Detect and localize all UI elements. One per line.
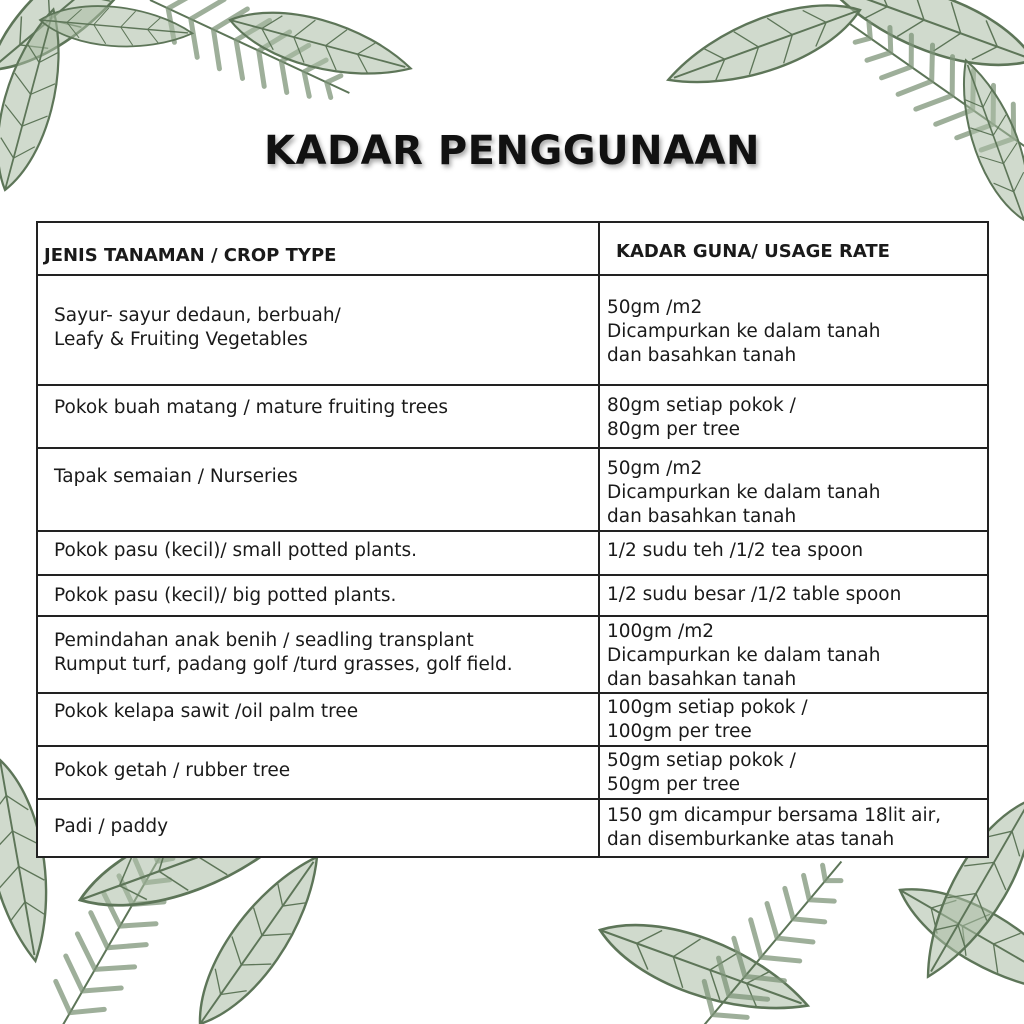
table-row [37, 385, 988, 448]
rate-cell: 50gm /m2 Dicampurkan ke dalam tanah dan basahkan tanah [599, 448, 988, 531]
crop-cell: Tapak semaian / Nurseries [37, 448, 599, 531]
table-row [37, 746, 988, 799]
table-row [37, 275, 988, 385]
rate-cell: 50gm /m2 Dicampurkan ke dalam tanah dan basahkan tanah [599, 275, 988, 385]
crop-cell: Pokok getah / rubber tree [37, 746, 599, 799]
table-row [37, 616, 988, 693]
table-row [37, 693, 988, 746]
crop-cell: Pokok kelapa sawit /oil palm tree [37, 693, 599, 746]
column-header-usage-rate: KADAR GUNA/ USAGE RATE [599, 222, 988, 275]
table-header-row [37, 222, 988, 275]
rate-cell: 100gm /m2 Dicampurkan ke dalam tanah dan basahkan tanah [599, 616, 988, 693]
crop-cell: Pokok pasu (kecil)/ big potted plants. [37, 575, 599, 616]
crop-cell: Pemindahan anak benih / seadling transplant Rumput turf, padang golf /turd grasses, golf field. [37, 616, 599, 693]
leaf-shape [224, 0, 417, 92]
rate-cell: 100gm setiap pokok / 100gm per tree [599, 693, 988, 746]
table-row [37, 575, 988, 616]
leaf-shape [659, 0, 869, 104]
rate-cell: 50gm setiap pokok / 50gm per tree [599, 746, 988, 799]
table-row [37, 448, 988, 531]
crop-cell: Pokok pasu (kecil)/ small potted plants. [37, 531, 599, 575]
crop-cell: Padi / paddy [37, 799, 599, 857]
table-row [37, 531, 988, 575]
usage-rate-table [36, 221, 989, 858]
crop-cell: Sayur- sayur dedaun, berbuah/ Leafy & Fruiting Vegetables [37, 275, 599, 385]
leaf-shape [590, 903, 817, 1024]
column-header-crop-type: JENIS TANAMAN / CROP TYPE [37, 222, 599, 275]
rate-cell: 80gm setiap pokok / 80gm per tree [599, 385, 988, 448]
rate-cell: 150 gm dicampur bersama 18lit air, dan disemburkanke atas tanah [599, 799, 988, 857]
rate-cell: 1/2 sudu besar /1/2 table spoon [599, 575, 988, 616]
page-title: KADAR PENGGUNAAN [264, 128, 760, 174]
table-row [37, 799, 988, 857]
rate-cell: 1/2 sudu teh /1/2 tea spoon [599, 531, 988, 575]
crop-cell: Pokok buah matang / mature fruiting trees [37, 385, 599, 448]
